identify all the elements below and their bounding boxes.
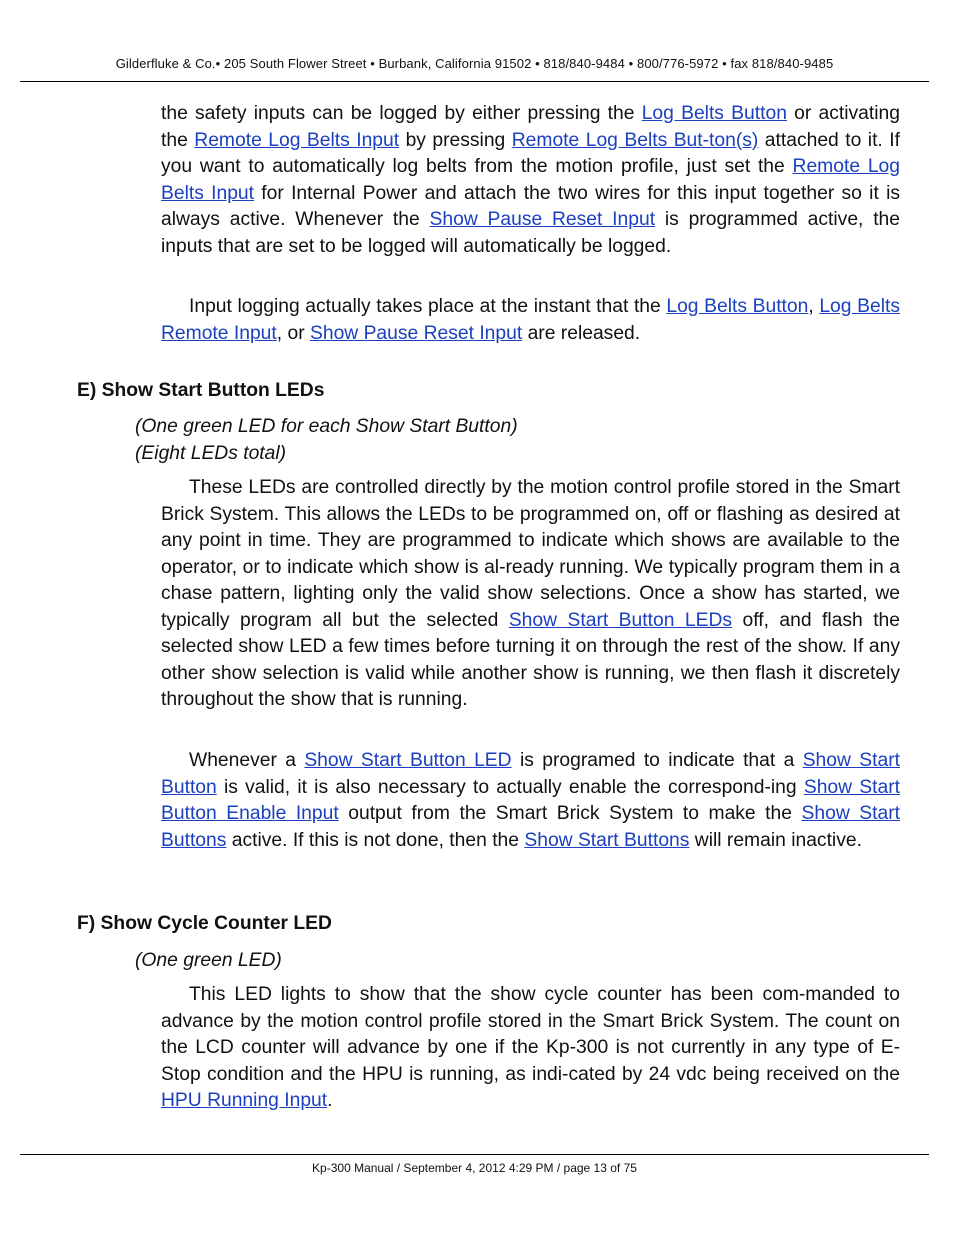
link-log-belts-remote-input[interactable]: Log Belts Remote Input (161, 296, 900, 344)
text-run: Whenever a (189, 750, 305, 771)
text-run: , or (276, 322, 310, 344)
page-header: Gilderfluke & Co.• 205 South Flower Street • Burbank, California 91502 • 818/840-9484 • 800/776-5972 • fax 818/840-9485 (115, 56, 834, 71)
page-footer: Kp-300 Manual / September 4, 2012 4:29 PM / page 13 of 75 (312, 1161, 637, 1175)
text-run: Input logging actually takes place at the instant that the (189, 296, 667, 317)
link-remote-log-belts-buttons[interactable]: Remote Log Belts But-ton(s) (511, 129, 759, 151)
paragraph-log-belts (161, 101, 900, 260)
text-run: attached to it. If you want to automatically log belts from the motion profile, just set the (161, 129, 900, 177)
text-run: . (327, 1090, 333, 1111)
text-run: output from the Smart Brick System to make the (338, 803, 802, 824)
header-rule (20, 81, 929, 82)
text-run: will remain inactive. (689, 829, 862, 851)
text-run: This LED lights to show that the show cycle counter has been com-manded to advance by the motion control profile stored in the Smart Brick System. The count on the LCD counter will advance by one if the Kp-300 is not currently in any type of E-Stop condition and the HPU is running, as indi-cated by 24 vdc being received on the (161, 984, 900, 1085)
link-show-start-buttons[interactable]: Show Start Buttons (161, 803, 900, 851)
text-run: These LEDs are controlled directly by the motion control profile stored in the Smart Brick System. This allows the LEDs to be programmed on, off or flashing as desired at any point in time. They are programmed to indicate which shows are available to the operator, or to indicate which show is al-ready running. We typically program them in a chase pattern, lighting only the valid show selections. Once a show has started, we typically program all but the selected (161, 477, 900, 631)
link-show-start-button-led[interactable]: Show Start Button LED (304, 750, 512, 771)
paragraph-cycle-counter (161, 982, 900, 1115)
paragraph-led-control (161, 475, 900, 714)
section-e-note-1: (One green LED for each Show Start Button) (135, 416, 518, 437)
text-run: , (808, 296, 820, 317)
link-show-pause-reset-input[interactable]: Show Pause Reset Input (309, 322, 523, 344)
text-run: is valid, it is also necessary to actually enable the correspond-ing (216, 776, 804, 798)
section-heading-e: E) Show Start Button LEDs (77, 380, 325, 401)
section-e-note-2: (Eight LEDs total) (135, 443, 287, 464)
text-run: are released. (522, 322, 641, 344)
text-run: the safety inputs can be logged by either pressing the (161, 103, 642, 124)
link-log-belts-button[interactable]: Log Belts Button (641, 103, 787, 124)
link-remote-log-belts-input[interactable]: Remote Log Belts Input (161, 156, 900, 204)
link-show-start-button[interactable]: Show Start Button (161, 750, 900, 798)
link-log-belts-button[interactable]: Log Belts Button (666, 296, 809, 317)
section-f-note-1: (One green LED) (135, 950, 282, 971)
text-run: by pressing (399, 129, 512, 151)
link-show-start-button-enable-input[interactable]: Show Start Button Enable Input (161, 776, 900, 824)
section-heading-f: F) Show Cycle Counter LED (77, 913, 332, 934)
paragraph-input-logging (161, 294, 900, 347)
link-hpu-running-input[interactable]: HPU Running Input (161, 1090, 328, 1111)
paragraph-led-enable (161, 748, 900, 854)
text-run: is programmed active, the inputs that are set to be logged will automatically be logged. (161, 209, 900, 257)
link-show-pause-reset-input[interactable]: Show Pause Reset Input (429, 209, 656, 230)
footer-rule (20, 1154, 929, 1155)
text-run: or activating the (161, 103, 900, 151)
text-run: active. If this is not done, then the (226, 829, 525, 851)
text-run: is programed to indicate that a (511, 750, 803, 771)
link-remote-log-belts-input[interactable]: Remote Log Belts Input (194, 129, 400, 151)
link-show-start-buttons[interactable]: Show Start Buttons (524, 829, 690, 851)
text-run: off, and flash the selected show LED a few times before turning it on through the rest of the show. If any other show selection is valid while another show is running, we then flash it discretely throughout the show that is running. (161, 609, 900, 710)
text-run: for Internal Power and attach the two wires for this input together so it is always active. Whenever the (161, 182, 901, 230)
link-show-start-button-leds[interactable]: Show Start Button LEDs (508, 609, 733, 631)
